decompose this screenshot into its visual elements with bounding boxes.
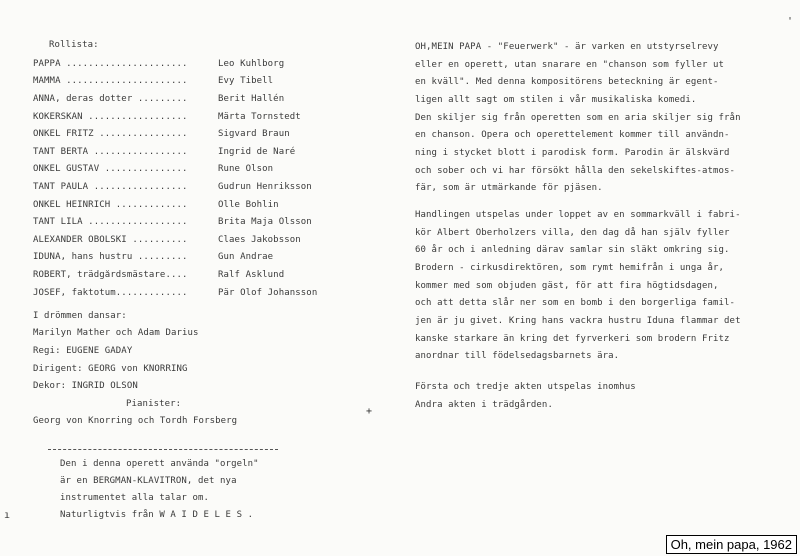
cast-row xyxy=(33,249,378,267)
text-line: anordnar till födelsedagsbarnets ära. xyxy=(415,351,620,362)
text-line: ning i stycket blott i parodisk form. Parodin är älskvärd xyxy=(415,147,730,158)
actor: Brita Maja Olsson xyxy=(218,217,312,228)
credit-line: Marilyn Mather och Adam Darius xyxy=(33,328,199,339)
actor: Gudrun Henriksson xyxy=(218,181,312,192)
cast-row xyxy=(33,90,378,108)
role: TANT PAULA ................. xyxy=(33,181,188,192)
note-line: instrumentet alla talar om. xyxy=(60,492,209,503)
credit-line: Dirigent: GEORG von KNORRING xyxy=(33,363,188,374)
role: ONKEL FRITZ ................ xyxy=(33,129,188,140)
credit-line: Georg von Knorring och Tordh Forsberg xyxy=(33,416,238,427)
actor: Ingrid de Naré xyxy=(218,146,296,157)
actor: Märta Tornstedt xyxy=(218,111,301,122)
cast-row xyxy=(33,161,378,179)
text-line: eller en operett, utan snarare en "chanson som fyller ut xyxy=(415,59,725,70)
cast-row xyxy=(33,231,378,249)
text-line: 60 år och i anledning därav samlar sin släkt omkring sig. xyxy=(415,245,730,256)
cast-row xyxy=(33,284,378,302)
credit-line: Regi: EUGENE GADAY xyxy=(33,345,133,356)
corner-tick-icon: ' xyxy=(787,16,794,27)
text-line: Andra akten i trädgården. xyxy=(415,399,553,410)
text-line: och sober och vi har försökt hålla den sekelskiftes-atmos- xyxy=(415,165,736,176)
cast-list xyxy=(33,55,378,301)
plot-paragraph xyxy=(415,206,785,365)
role: JOSEF, faktotum............. xyxy=(33,287,188,298)
image-caption: Oh, mein papa, 1962 xyxy=(666,535,797,554)
plus-mark-icon: + xyxy=(366,406,373,417)
intro-paragraph xyxy=(415,38,785,197)
role: IDUNA, hans hustru ......... xyxy=(33,252,188,263)
text-line: kör Albert Oberholzers villa, den dag då han själv fyller xyxy=(415,227,730,238)
role: KOKERSKAN .................. xyxy=(33,111,188,122)
role: MAMMA ...................... xyxy=(33,76,188,87)
note-line: är en BERGMAN-KLAVITRON, det nya xyxy=(60,475,237,486)
role: ALEXANDER OBOLSKI .......... xyxy=(33,234,188,245)
cast-row xyxy=(33,196,378,214)
cast-row xyxy=(33,213,378,231)
actor: Evy Tibell xyxy=(218,76,274,87)
actor: Berit Hallén xyxy=(218,93,285,104)
text-line: Första och tredje akten utspelas inomhus xyxy=(415,381,636,392)
text-line: kanske starkare än kring det fyrverkeri som brodern Fritz xyxy=(415,333,730,344)
role: ROBERT, trädgårdsmästare.... xyxy=(33,269,188,280)
actor: Leo Kuhlborg xyxy=(218,58,285,69)
actor: Rune Olson xyxy=(218,164,274,175)
role: TANT BERTA ................. xyxy=(33,146,188,157)
credit-line: Dekor: INGRID OLSON xyxy=(33,381,138,392)
cast-row xyxy=(33,266,378,284)
actor: Pär Olof Johansson xyxy=(218,287,318,298)
instrument-note xyxy=(60,455,320,523)
cast-row xyxy=(33,108,378,126)
dashed-divider xyxy=(48,449,278,450)
text-line: OH,MEIN PAPA - "Feuerwerk" - är varken en utstyrselrevy xyxy=(415,41,719,52)
actor: Olle Bohlin xyxy=(218,199,279,210)
text-line: Brodern - cirkusdirektören, som rymt hemifrån i unga år, xyxy=(415,262,725,273)
note-line: Den i denna operett använda "orgeln" xyxy=(60,458,259,469)
edge-tick-icon: ı xyxy=(4,510,11,521)
role: ONKEL GUSTAV ............... xyxy=(33,164,188,175)
role: ONKEL HEINRICH ............. xyxy=(33,199,188,210)
text-line: en chanson. Opera och operettelement kommer till användn- xyxy=(415,130,730,141)
actor: Ralf Asklund xyxy=(218,269,285,280)
credits xyxy=(33,307,378,430)
actor: Sigvard Braun xyxy=(218,129,290,140)
text-line: en kväll". Med denna kompositörens beteckning är egent- xyxy=(415,77,719,88)
cast-list-title: Rollista: xyxy=(49,40,99,50)
text-line: Den skiljer sig från operetten som en aria skiljer sig från xyxy=(415,112,741,123)
cast-row xyxy=(33,143,378,161)
acts-paragraph xyxy=(415,378,785,413)
cast-row xyxy=(33,178,378,196)
text-line: fär, som är utmärkande för pjäsen. xyxy=(415,183,603,194)
text-line: kommer med som objuden gäst, för att fira högtidsdagen, xyxy=(415,280,719,291)
credit-line: Pianister: xyxy=(126,398,182,409)
cast-row xyxy=(33,125,378,143)
cast-row xyxy=(33,55,378,73)
credit-line: I drömmen dansar: xyxy=(33,310,127,321)
actor: Claes Jakobsson xyxy=(218,234,301,245)
text-line: Handlingen utspelas under loppet av en sommarkväll i fabri- xyxy=(415,209,741,220)
text-line: jen är ju givet. Kring hans vackra hustru Iduna flammar det xyxy=(415,315,741,326)
actor: Gun Andrae xyxy=(218,252,274,263)
role: TANT LILA .................. xyxy=(33,217,188,228)
text-line: ligen allt sagt om stilen i vår musikaliska komedi. xyxy=(415,94,697,105)
cast-row xyxy=(33,73,378,91)
role: PAPPA ...................... xyxy=(33,58,188,69)
text-line: och att detta slår ner som en bomb i den borgerliga famil- xyxy=(415,298,736,309)
role: ANNA, deras dotter ......... xyxy=(33,93,188,104)
note-line: Naturligtvis från W A I D E L E S . xyxy=(60,509,254,520)
